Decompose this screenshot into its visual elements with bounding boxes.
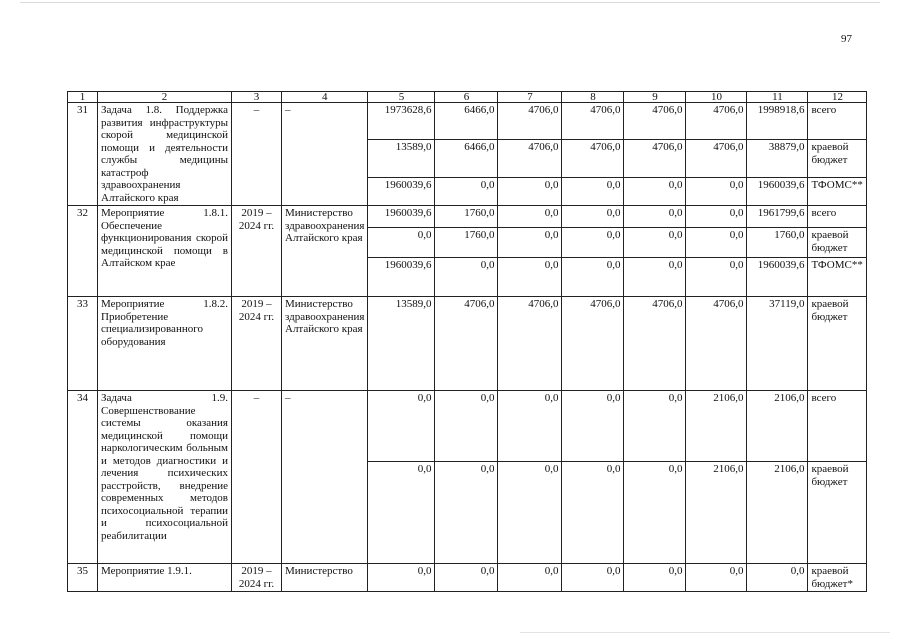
column-number: 7 — [498, 92, 562, 103]
amount-cell: 4706,0 — [624, 297, 686, 391]
table-row — [68, 564, 867, 592]
column-number: 6 — [435, 92, 498, 103]
amount-cell: 0,0 — [686, 228, 747, 258]
amount-cell: 0,0 — [562, 206, 624, 228]
amount-cell: 1960039,6 — [747, 258, 808, 297]
amount-cell: 0,0 — [498, 462, 562, 564]
amount-cell: 6466,0 — [435, 140, 498, 178]
amount-cell: 4706,0 — [498, 297, 562, 391]
budget-table — [67, 91, 867, 592]
amount-cell: 0,0 — [368, 462, 435, 564]
funding-source: краевой бюджет — [808, 228, 867, 258]
amount-cell: 4706,0 — [562, 297, 624, 391]
executor: Министерство — [282, 564, 368, 592]
amount-cell: 0,0 — [435, 178, 498, 206]
table-row — [68, 103, 867, 140]
amount-cell: 0,0 — [624, 258, 686, 297]
amount-cell: 0,0 — [435, 258, 498, 297]
row-number: 35 — [68, 564, 98, 592]
amount-cell: 2106,0 — [747, 462, 808, 564]
column-number-row — [68, 92, 867, 103]
funding-source: всего — [808, 206, 867, 228]
column-number: 4 — [282, 92, 368, 103]
row-number: 32 — [68, 206, 98, 297]
amount-cell: 0,0 — [435, 391, 498, 462]
amount-cell: 2106,0 — [686, 462, 747, 564]
amount-cell: 0,0 — [686, 258, 747, 297]
period: 2019 – 2024 гг. — [232, 297, 282, 391]
amount-cell: 1973628,6 — [368, 103, 435, 140]
scan-bottom-edge — [520, 632, 890, 633]
table-row — [68, 297, 867, 391]
amount-cell: 2106,0 — [747, 391, 808, 462]
amount-cell: 1760,0 — [435, 228, 498, 258]
amount-cell: 4706,0 — [624, 140, 686, 178]
scan-top-edge — [20, 2, 880, 3]
funding-source: краевой бюджет* — [808, 564, 867, 592]
amount-cell: 0,0 — [562, 462, 624, 564]
amount-cell: 1960039,6 — [368, 258, 435, 297]
amount-cell: 13589,0 — [368, 297, 435, 391]
activity-name: Мероприятие 1.8.1. Обеспечение функционирования скорой медицинской помощи в Алтайском крае — [98, 206, 232, 297]
amount-cell: 4706,0 — [562, 103, 624, 140]
amount-cell: 4706,0 — [498, 140, 562, 178]
amount-cell: 4706,0 — [686, 103, 747, 140]
amount-cell: 0,0 — [498, 564, 562, 592]
amount-cell: 13589,0 — [368, 140, 435, 178]
column-number: 5 — [368, 92, 435, 103]
funding-source: ТФОМС** — [808, 258, 867, 297]
amount-cell: 0,0 — [562, 564, 624, 592]
row-number: 34 — [68, 391, 98, 564]
table-body — [68, 92, 867, 592]
period: 2019 – 2024 гг. — [232, 206, 282, 297]
column-number: 12 — [808, 92, 867, 103]
funding-source: всего — [808, 103, 867, 140]
amount-cell: 0,0 — [368, 564, 435, 592]
funding-source: ТФОМС** — [808, 178, 867, 206]
period: – — [232, 391, 282, 564]
amount-cell: 4706,0 — [435, 297, 498, 391]
amount-cell: 0,0 — [498, 228, 562, 258]
amount-cell: 0,0 — [624, 228, 686, 258]
amount-cell: 0,0 — [562, 228, 624, 258]
amount-cell: 4706,0 — [562, 140, 624, 178]
column-number: 1 — [68, 92, 98, 103]
activity-name: Мероприятие 1.9.1. — [98, 564, 232, 592]
column-number: 10 — [686, 92, 747, 103]
column-number: 8 — [562, 92, 624, 103]
activity-name: Мероприятие 1.8.2. Приобретение специализированного оборудования — [98, 297, 232, 391]
funding-source: краевой бюджет — [808, 462, 867, 564]
amount-cell: 0,0 — [686, 206, 747, 228]
amount-cell: 1998918,6 — [747, 103, 808, 140]
amount-cell: 0,0 — [498, 391, 562, 462]
row-number: 33 — [68, 297, 98, 391]
amount-cell: 0,0 — [498, 206, 562, 228]
amount-cell: 0,0 — [498, 258, 562, 297]
column-number: 3 — [232, 92, 282, 103]
amount-cell: 0,0 — [624, 391, 686, 462]
amount-cell: 6466,0 — [435, 103, 498, 140]
executor: Министерство здравоохранения Алтайского края — [282, 206, 368, 297]
funding-source: всего — [808, 391, 867, 462]
amount-cell: 0,0 — [624, 462, 686, 564]
amount-cell: 1961799,6 — [747, 206, 808, 228]
amount-cell: 4706,0 — [624, 103, 686, 140]
executor: – — [282, 391, 368, 564]
row-number: 31 — [68, 103, 98, 206]
period: 2019 – 2024 гг. — [232, 564, 282, 592]
amount-cell: 1960039,6 — [747, 178, 808, 206]
amount-cell: 2106,0 — [686, 391, 747, 462]
amount-cell: 38879,0 — [747, 140, 808, 178]
executor: Министерство здравоохранения Алтайского края — [282, 297, 368, 391]
amount-cell: 0,0 — [624, 564, 686, 592]
amount-cell: 0,0 — [747, 564, 808, 592]
amount-cell: 4706,0 — [686, 140, 747, 178]
amount-cell: 37119,0 — [747, 297, 808, 391]
amount-cell: 1760,0 — [747, 228, 808, 258]
amount-cell: 1960039,6 — [368, 178, 435, 206]
amount-cell: 0,0 — [624, 178, 686, 206]
column-number: 11 — [747, 92, 808, 103]
activity-name: Задача 1.9. Совершенствование системы оказания медицинской помощи наркологическим больным и методов диагностики и лечения психических расстройств, внедрение современных методов психосоциальной терапии и психосоциальной реабилитации — [98, 391, 232, 564]
funding-source: краевой бюджет — [808, 297, 867, 391]
page-number: 97 — [841, 33, 852, 45]
column-number: 9 — [624, 92, 686, 103]
amount-cell: 1760,0 — [435, 206, 498, 228]
column-number: 2 — [98, 92, 232, 103]
amount-cell: 0,0 — [435, 564, 498, 592]
activity-name: Задача 1.8. Поддержка развития инфраструктуры скорой медицинской помощи и деятельности службы медицины катастроф здравоохранения Алтайского края — [98, 103, 232, 206]
amount-cell: 0,0 — [624, 206, 686, 228]
amount-cell: 1960039,6 — [368, 206, 435, 228]
amount-cell: 0,0 — [686, 564, 747, 592]
amount-cell: 0,0 — [368, 391, 435, 462]
executor: – — [282, 103, 368, 206]
amount-cell: 0,0 — [686, 178, 747, 206]
amount-cell: 4706,0 — [686, 297, 747, 391]
amount-cell: 0,0 — [562, 178, 624, 206]
amount-cell: 0,0 — [562, 258, 624, 297]
period: – — [232, 103, 282, 206]
amount-cell: 0,0 — [368, 228, 435, 258]
amount-cell: 0,0 — [562, 391, 624, 462]
table-row — [68, 206, 867, 228]
funding-source: краевой бюджет — [808, 140, 867, 178]
table-row — [68, 391, 867, 462]
amount-cell: 0,0 — [435, 462, 498, 564]
amount-cell: 4706,0 — [498, 103, 562, 140]
amount-cell: 0,0 — [498, 178, 562, 206]
